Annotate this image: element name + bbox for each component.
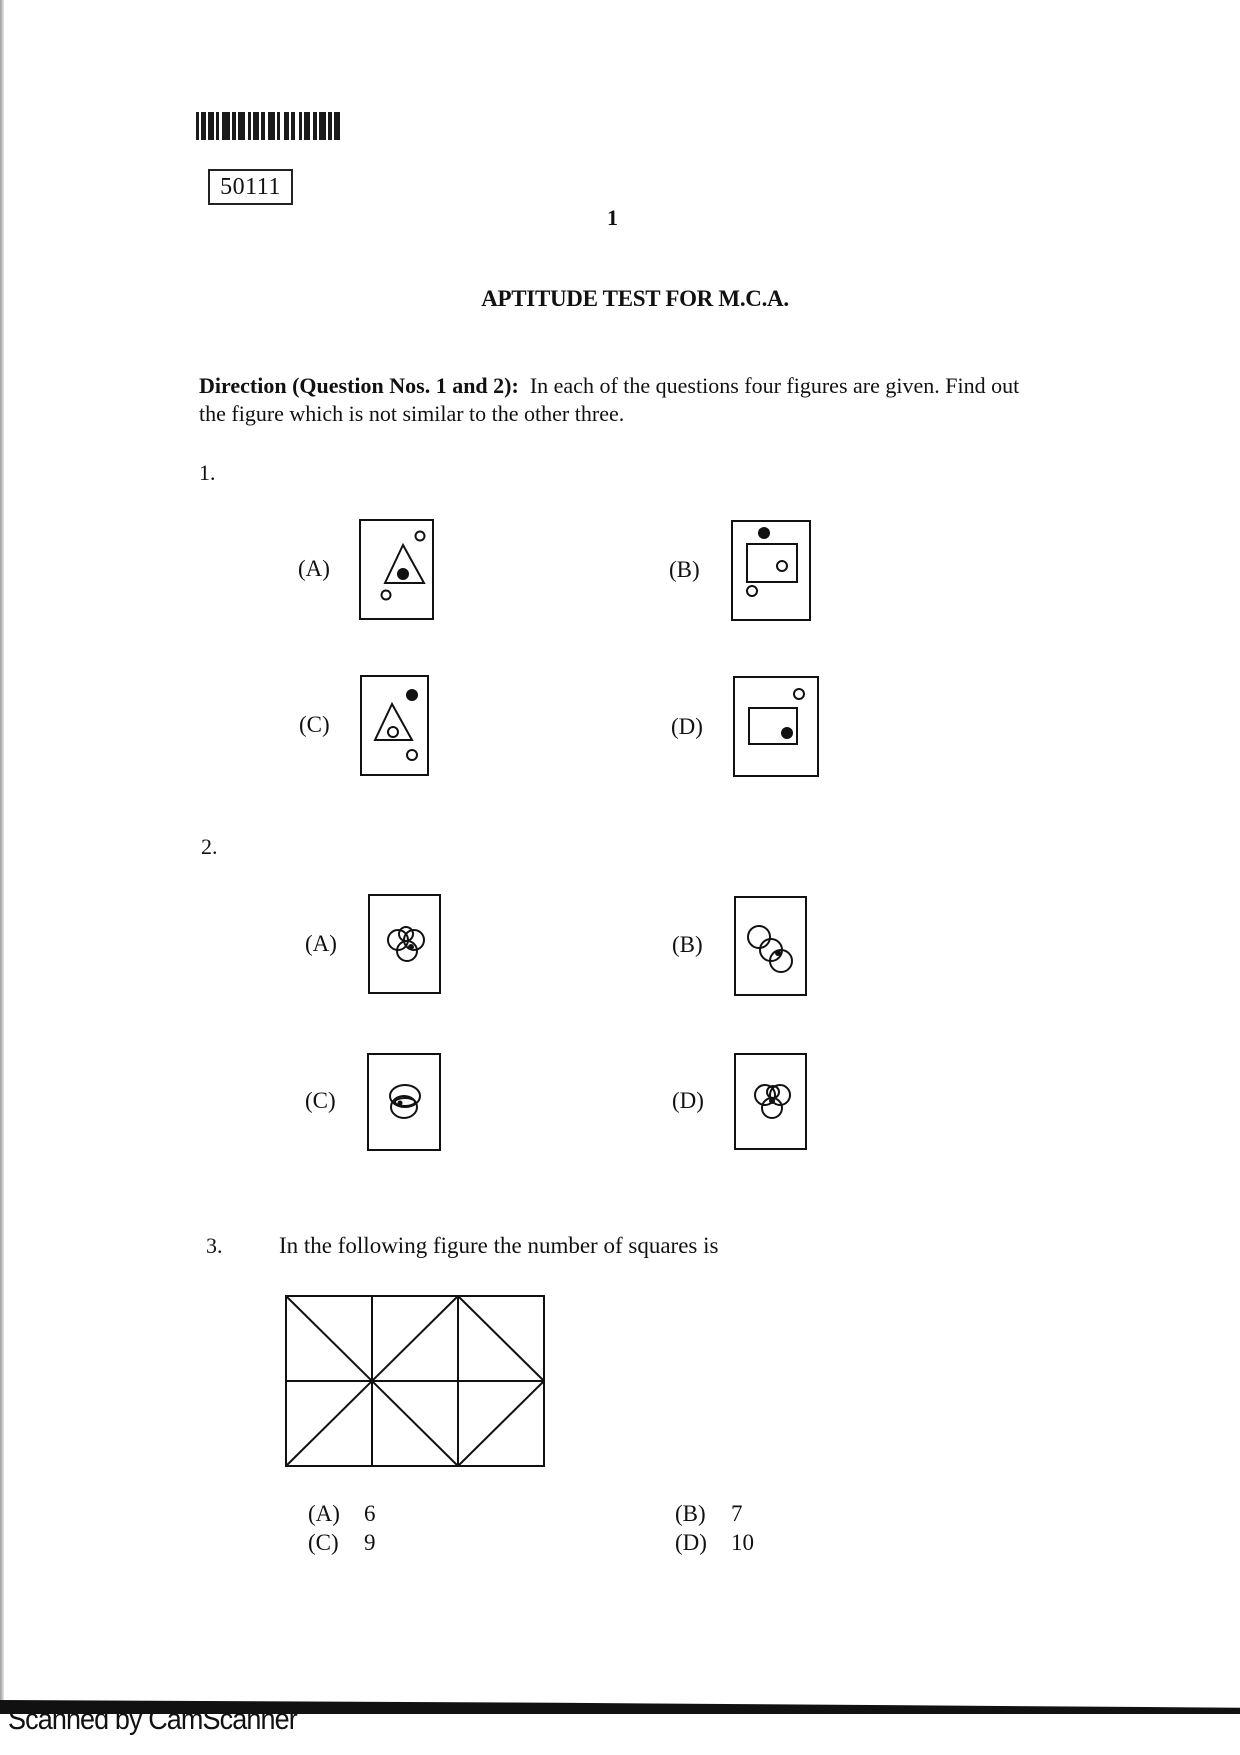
q1-option-b-label: (B) bbox=[669, 557, 700, 582]
q2-option-d-label: (D) bbox=[672, 1088, 704, 1113]
question-3-number: 3. bbox=[206, 1233, 223, 1258]
q2-option-a-label: (A) bbox=[305, 931, 337, 956]
q1-figure-d[interactable] bbox=[733, 676, 819, 777]
q2-figure-b[interactable] bbox=[734, 896, 807, 996]
answer-option-d[interactable]: (D) 10 bbox=[675, 1530, 754, 1555]
scan-edge-shadow bbox=[0, 0, 4, 1700]
grid-diagonals-icon bbox=[285, 1295, 545, 1467]
direction-paragraph bbox=[199, 372, 1039, 428]
overlapping-circles-icon bbox=[369, 1055, 443, 1153]
answer-option-b[interactable]: (B) 7 bbox=[675, 1501, 743, 1526]
rectangle-dot-icon bbox=[735, 678, 821, 779]
answer-option-c[interactable]: (C) 9 bbox=[308, 1530, 376, 1555]
booklet-code: 50111 bbox=[208, 169, 293, 205]
direction-text: In each of the questions four figures are given. Find out the figure which is not similar to the other three. bbox=[199, 373, 1020, 426]
q1-figure-a[interactable] bbox=[359, 519, 434, 620]
barcode-icon bbox=[196, 112, 354, 140]
q3-answers-left bbox=[308, 1499, 376, 1557]
q2-option-b-label: (B) bbox=[672, 932, 703, 957]
q2-figure-a[interactable] bbox=[368, 894, 441, 994]
question-1-number: 1. bbox=[199, 460, 216, 485]
question-3-text: In the following figure the number of squares is bbox=[279, 1233, 719, 1258]
q1-figure-b[interactable] bbox=[731, 520, 811, 621]
q1-option-a-label: (A) bbox=[298, 556, 330, 581]
direction-label: Direction (Question Nos. 1 and 2): bbox=[199, 373, 519, 398]
page-title: APTITUDE TEST FOR M.C.A. bbox=[481, 286, 789, 311]
q1-figure-c[interactable] bbox=[360, 675, 429, 776]
camscanner-watermark: Scanned by CamScanner bbox=[8, 1703, 297, 1736]
triangle-dot-icon bbox=[361, 521, 436, 622]
page-number: 1 bbox=[607, 205, 618, 230]
q3-answers-right bbox=[675, 1499, 754, 1557]
overlapping-circles-icon bbox=[370, 896, 443, 996]
q1-option-c-label: (C) bbox=[299, 712, 330, 737]
question-2-number: 2. bbox=[201, 834, 218, 859]
rectangle-circle-icon bbox=[733, 522, 813, 623]
q2-figure-c[interactable] bbox=[367, 1053, 441, 1151]
q1-option-d-label: (D) bbox=[671, 714, 703, 739]
triangle-circle-icon bbox=[362, 677, 431, 778]
answer-option-a[interactable]: (A) 6 bbox=[308, 1501, 376, 1526]
chained-circles-icon bbox=[736, 898, 809, 998]
q3-squares-figure bbox=[285, 1295, 545, 1467]
overlapping-circles-icon bbox=[736, 1055, 809, 1152]
q2-option-c-label: (C) bbox=[305, 1088, 336, 1113]
q2-figure-d[interactable] bbox=[734, 1053, 807, 1150]
